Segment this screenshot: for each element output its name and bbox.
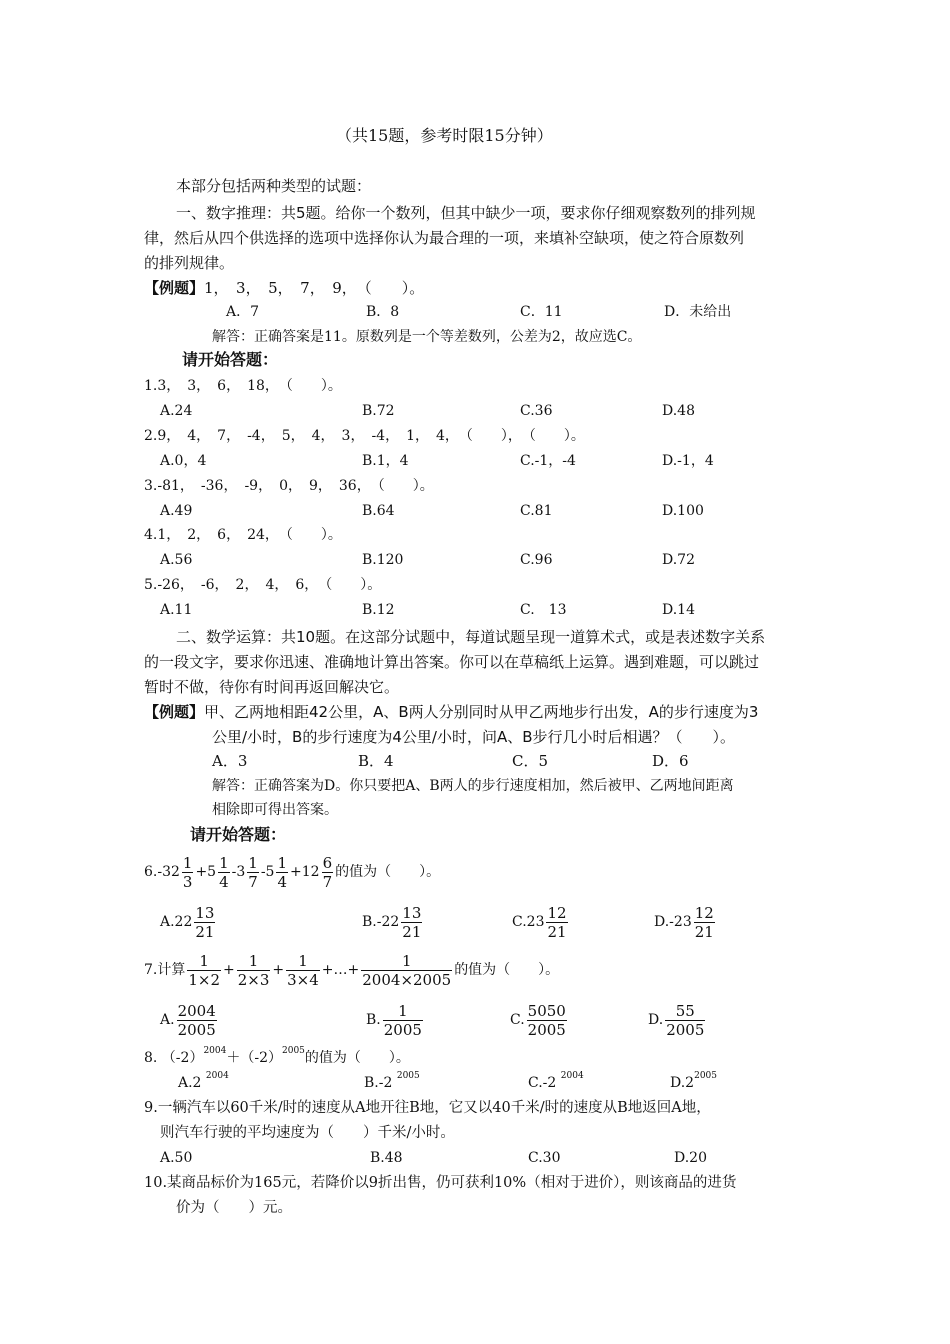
option-a: A．3 [212, 752, 248, 770]
question-stem: 1.3， 3， 6， 18， （ ）。 [144, 378, 342, 394]
example-2-answer: 相除即可得出答案。 [212, 802, 338, 818]
option-a: A. $\frac{2004}{2005}$ [160, 1001, 216, 1039]
question-8: 8. $(-2)^{2004}+(-2)^{2005}$的值为（ ）。 [144, 1046, 410, 1066]
start-heading: 请开始答题： [190, 825, 287, 844]
option-b: B．4 [358, 752, 394, 770]
option-a: A.0，4 [160, 453, 207, 469]
fraction: $\frac{6}{7}$ [322, 853, 333, 891]
option-c: C. 13 [520, 602, 567, 618]
start-heading: 请开始答题： [182, 350, 279, 369]
option-b: B.64 [362, 503, 395, 519]
option-a: A.49 [160, 503, 193, 519]
question-options [0, 550, 950, 570]
part1-description: 的排列规律。 [144, 254, 235, 272]
fraction: $\frac{1}{3\times 4}$ [287, 951, 319, 989]
option-a: A.22 $\frac{13}{21}$ [160, 903, 215, 941]
question-8-options [0, 1073, 950, 1093]
question-stem: 5.-26， -6， 2， 4， 6， （ ）。 [144, 577, 382, 593]
option-d: D.-23 $\frac{12}{21}$ [654, 903, 714, 941]
part2-description: 暂时不做，待你有时间再返回解决它。 [144, 678, 400, 696]
option-c: C.81 [520, 503, 553, 519]
question-stem: 3.-81， -36， -9， 0， 9， 36， （ ）。 [144, 478, 434, 494]
option-b: B.1，4 [362, 453, 409, 469]
fraction: $\frac{1}{1\times 2}$ [188, 951, 221, 989]
question-stem: 4.1， 2， 6， 24， （ ）。 [144, 527, 342, 543]
option-c: C．5 [512, 752, 549, 770]
example-label: 【例题】 [144, 279, 205, 297]
example-2-options [0, 751, 950, 771]
part1-description: 律，然后从四个供选择的选项中选择你认为最合理的一项，来填补空缺项，使之符合原数列 [144, 229, 745, 247]
question-7-options [0, 998, 950, 1042]
question-options [0, 451, 950, 471]
fraction: $\frac{1}{3}$ [182, 853, 193, 891]
option-c: C.23 $\frac{12}{21}$ [512, 903, 567, 941]
intro-text: 本部分包括两种类型的试题： [176, 177, 372, 195]
option-d: D.100 [662, 503, 704, 519]
question-6: 6.-32 $\frac{1}{3}$ +5 $\frac{1}{4}$ -3 $\frac{1}{7}$ -5 $\frac{1}{4}$ +12 $\frac{6}{7}$ 的值为（ ）。 [144, 853, 441, 891]
question-options [0, 600, 950, 620]
option-c: C.96 [520, 552, 553, 568]
option-d: D. $\frac{55}{2005}$ [648, 1001, 705, 1039]
question-10: 10.某商品标价为165元，若降价以9折出售，仍可获利10%（相对于进价），则该商品的进货 [144, 1175, 737, 1191]
example-text: 公里/小时，B的步行速度为4公里/小时，问A、B步行几小时后相遇？（ ）。 [212, 728, 735, 746]
example-label: 【例题】 [144, 703, 205, 721]
option-a: A．7 [226, 304, 260, 320]
fraction: $\frac{1}{2004\times 2005}$ [362, 951, 452, 989]
part2-description: 的一段文字，要求你迅速、准确地计算出答案。你可以在草稿纸上运算。遇到难题，可以跳过 [144, 653, 760, 671]
example-2 [144, 702, 758, 722]
option-d: D．未给出 [664, 304, 732, 320]
option-d: D.14 [662, 602, 695, 618]
option-b: B.72 [362, 403, 395, 419]
option-b: B．8 [366, 304, 400, 320]
part1-description: 一、数字推理：共5题。给你一个数列，但其中缺少一项，要求你仔细观察数列的排列规 [176, 204, 756, 222]
question-7: 7.计算 $\frac{1}{1\times 2}$ + $\frac{1}{2\times 3}$ + $\frac{1}{3\times 4}$ +…+ $\frac{1}{2004\times 2005}$ 的值为（ ）。 [144, 951, 560, 989]
option-d: D.20 [674, 1150, 707, 1166]
example-1-options [0, 302, 950, 322]
option-b: B.48 [370, 1150, 403, 1166]
question-stem: 2.9， 4， 7， -4， 5， 4， 3， -4， 1， 4， （ ）， （ ）。 [144, 428, 585, 444]
option-a: A.24 [160, 403, 193, 419]
option-d: D．6 [652, 752, 689, 770]
option-c: C.30 [528, 1150, 561, 1166]
example-text: 甲、乙两地相距42公里，A、B两人分别同时从甲乙两地步行出发，A的步行速度为3 [204, 703, 759, 721]
question-options [0, 401, 950, 421]
option-b: B.12 [362, 602, 395, 618]
option-a: A.11 [160, 602, 193, 618]
option-c: C．11 [520, 304, 563, 320]
option-d: D.-1，4 [662, 453, 714, 469]
example-1-answer: 解答：正确答案是11。原数列是一个等差数列，公差为2，故应选C。 [212, 329, 642, 345]
option-c: C.36 [520, 403, 553, 419]
option-a: A.56 [160, 552, 193, 568]
question-10: 价为（ ）元。 [176, 1200, 292, 1216]
section-header: （共15题，参考时限15分钟） [336, 126, 553, 145]
fraction: $\frac{1}{4}$ [219, 853, 229, 891]
option-a: A.2 $^{2004}$ [178, 1071, 229, 1091]
example-1 [144, 278, 424, 298]
question-9-options [0, 1148, 950, 1168]
fraction: $\frac{1}{7}$ [248, 853, 258, 891]
option-c: C.-2 $^{2004}$ [528, 1071, 584, 1091]
option-b: B.120 [362, 552, 404, 568]
option-d: $D.2^{2005}$ [670, 1071, 717, 1091]
example-2-answer: 解答：正确答案为D。你只要把A、B两人的步行速度相加，然后被甲、乙两地间距离 [212, 778, 734, 794]
option-a: A.50 [160, 1150, 193, 1166]
question-options [0, 501, 950, 521]
question-9: 则汽车行驶的平均速度为（ ）千米/小时。 [160, 1125, 455, 1141]
fraction: $\frac{1}{2\times 3}$ [237, 951, 270, 989]
option-b: B. $\frac{1}{2005}$ [366, 1001, 422, 1039]
fraction: $\frac{1}{4}$ [277, 853, 288, 891]
example-sequence: 1， 3， 5， 7， 9， （ ）。 [204, 279, 425, 297]
option-b: B.-2 $^{2005}$ [364, 1071, 420, 1091]
question-6-options [0, 900, 950, 944]
option-c: C. $\frac{5050}{2005}$ [510, 1001, 566, 1039]
question-9: 9.一辆汽车以60千米/时的速度从A地开往B地，它又以40千米/时的速度从B地返回A地， [144, 1100, 711, 1116]
option-b: B.-22 $\frac{13}{21}$ [362, 903, 422, 941]
option-d: D.48 [662, 403, 695, 419]
option-d: D.72 [662, 552, 695, 568]
option-c: C.-1，-4 [520, 453, 576, 469]
part2-description: 二、数学运算：共10题。在这部分试题中，每道试题呈现一道算术式，或是表述数字关系 [176, 628, 766, 646]
